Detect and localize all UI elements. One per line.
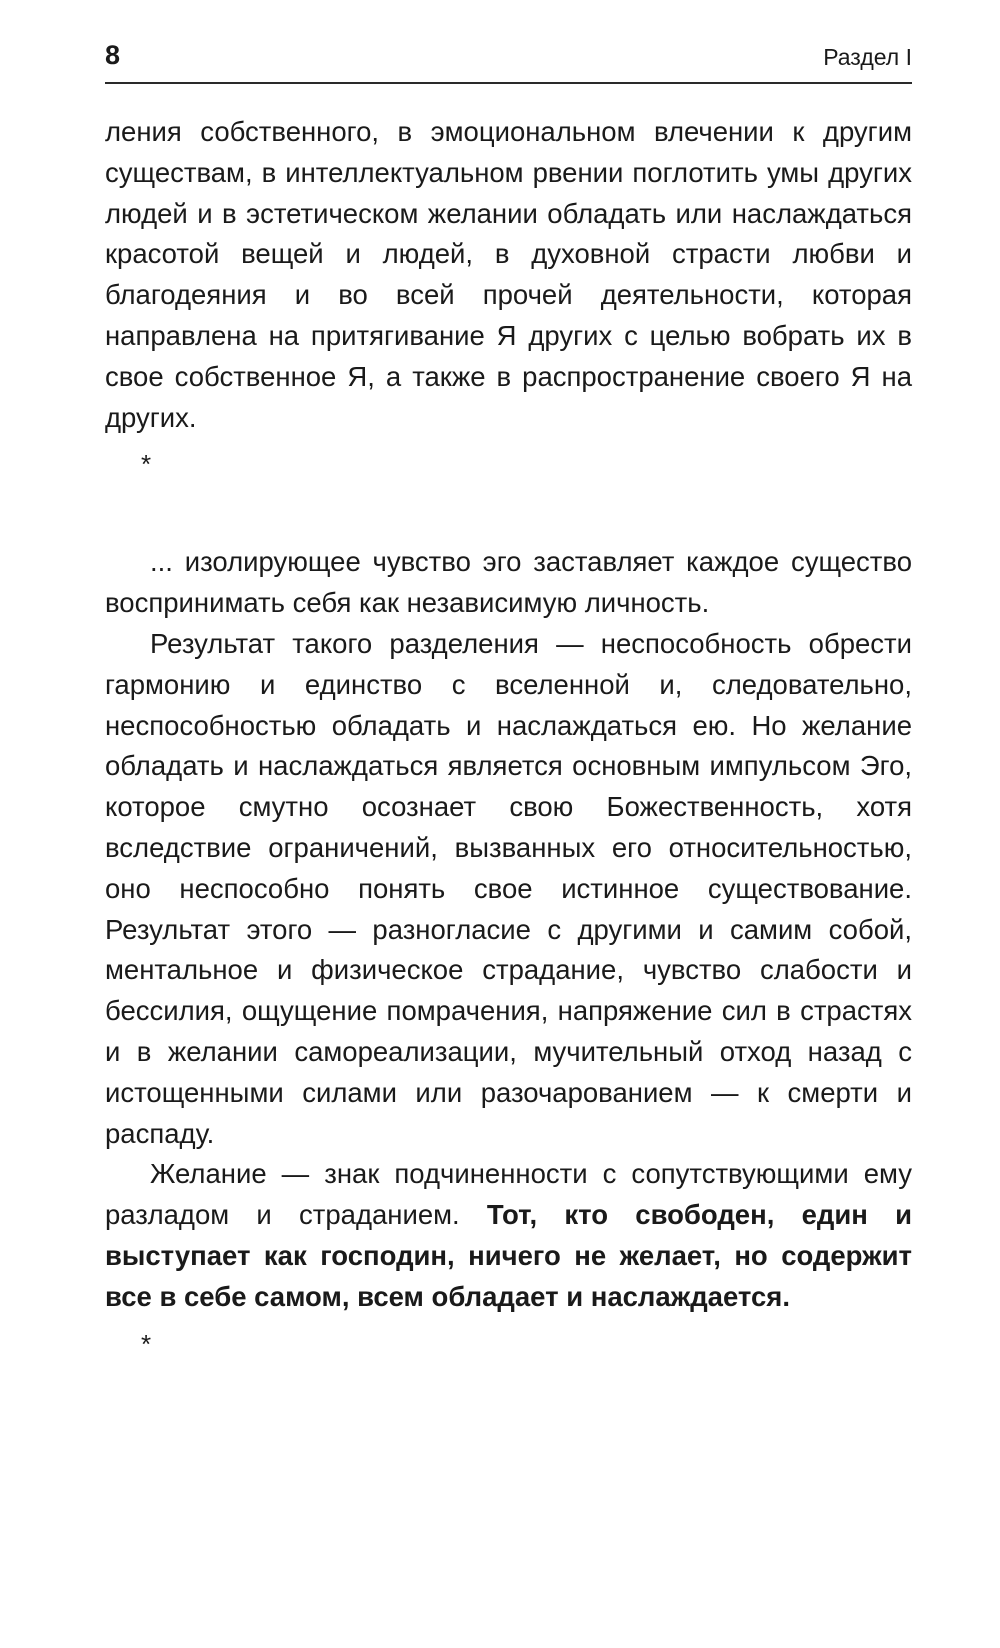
section-separator-2: * bbox=[141, 1328, 152, 1359]
paragraph-4 bbox=[105, 1154, 912, 1317]
body-text bbox=[105, 112, 912, 1366]
header-rule bbox=[105, 82, 912, 84]
section-title: Раздел I bbox=[823, 44, 912, 70]
paragraph-3: Результат такого разделения — неспособность обрести гармонию и единство с вселенной и, следовательно, неспособностью обладать и наслаждаться ею. Но желание обладать и наслаждаться является основным импульсом Эго, которое смутно осознает свою Божественность, хотя вследствие ограничений, вызванных его относительностью, оно неспособно понять свое истинное существование. Результат этого — разногласие с другими и самим собой, ментальное и физическое страдание, чувство слабости и бессилия, ощущение помрачения, напряжение сил в страстях и в желании самореализации, мучительный отход назад с истощенными силами или разочарованием — к смерти и распаду. bbox=[105, 627, 912, 1149]
paragraph-1: ления собственного, в эмоциональном влечении к другим существам, в интеллектуальном рвении поглотить умы других людей и в эстетическом желании обладать или наслаждаться красотой вещей и людей, в духовной страсти любви и благодеяния и во всей прочей деятельности, которая направлена на притягивание Я других с целью вобрать их в свое собственное Я, а также в распространение своего Я на других. bbox=[105, 116, 912, 433]
running-header bbox=[105, 40, 912, 80]
page-number: 8 bbox=[105, 40, 121, 70]
paragraph-4-regular: Желание — знак подчиненности с сопутствующими ему разладом и страданием. bbox=[105, 1158, 912, 1231]
section-separator-1: * bbox=[141, 449, 152, 480]
paragraph-2: ... изолирующее чувство эго заставляет каждое существо воспринимать себя как независимую личность. bbox=[105, 546, 912, 619]
paragraph-4-bold: Тот, кто свободен, един и выступает как господин, ничего не желает, но содержит все в себе самом, всем обладает и наслаждается. bbox=[105, 1199, 912, 1312]
